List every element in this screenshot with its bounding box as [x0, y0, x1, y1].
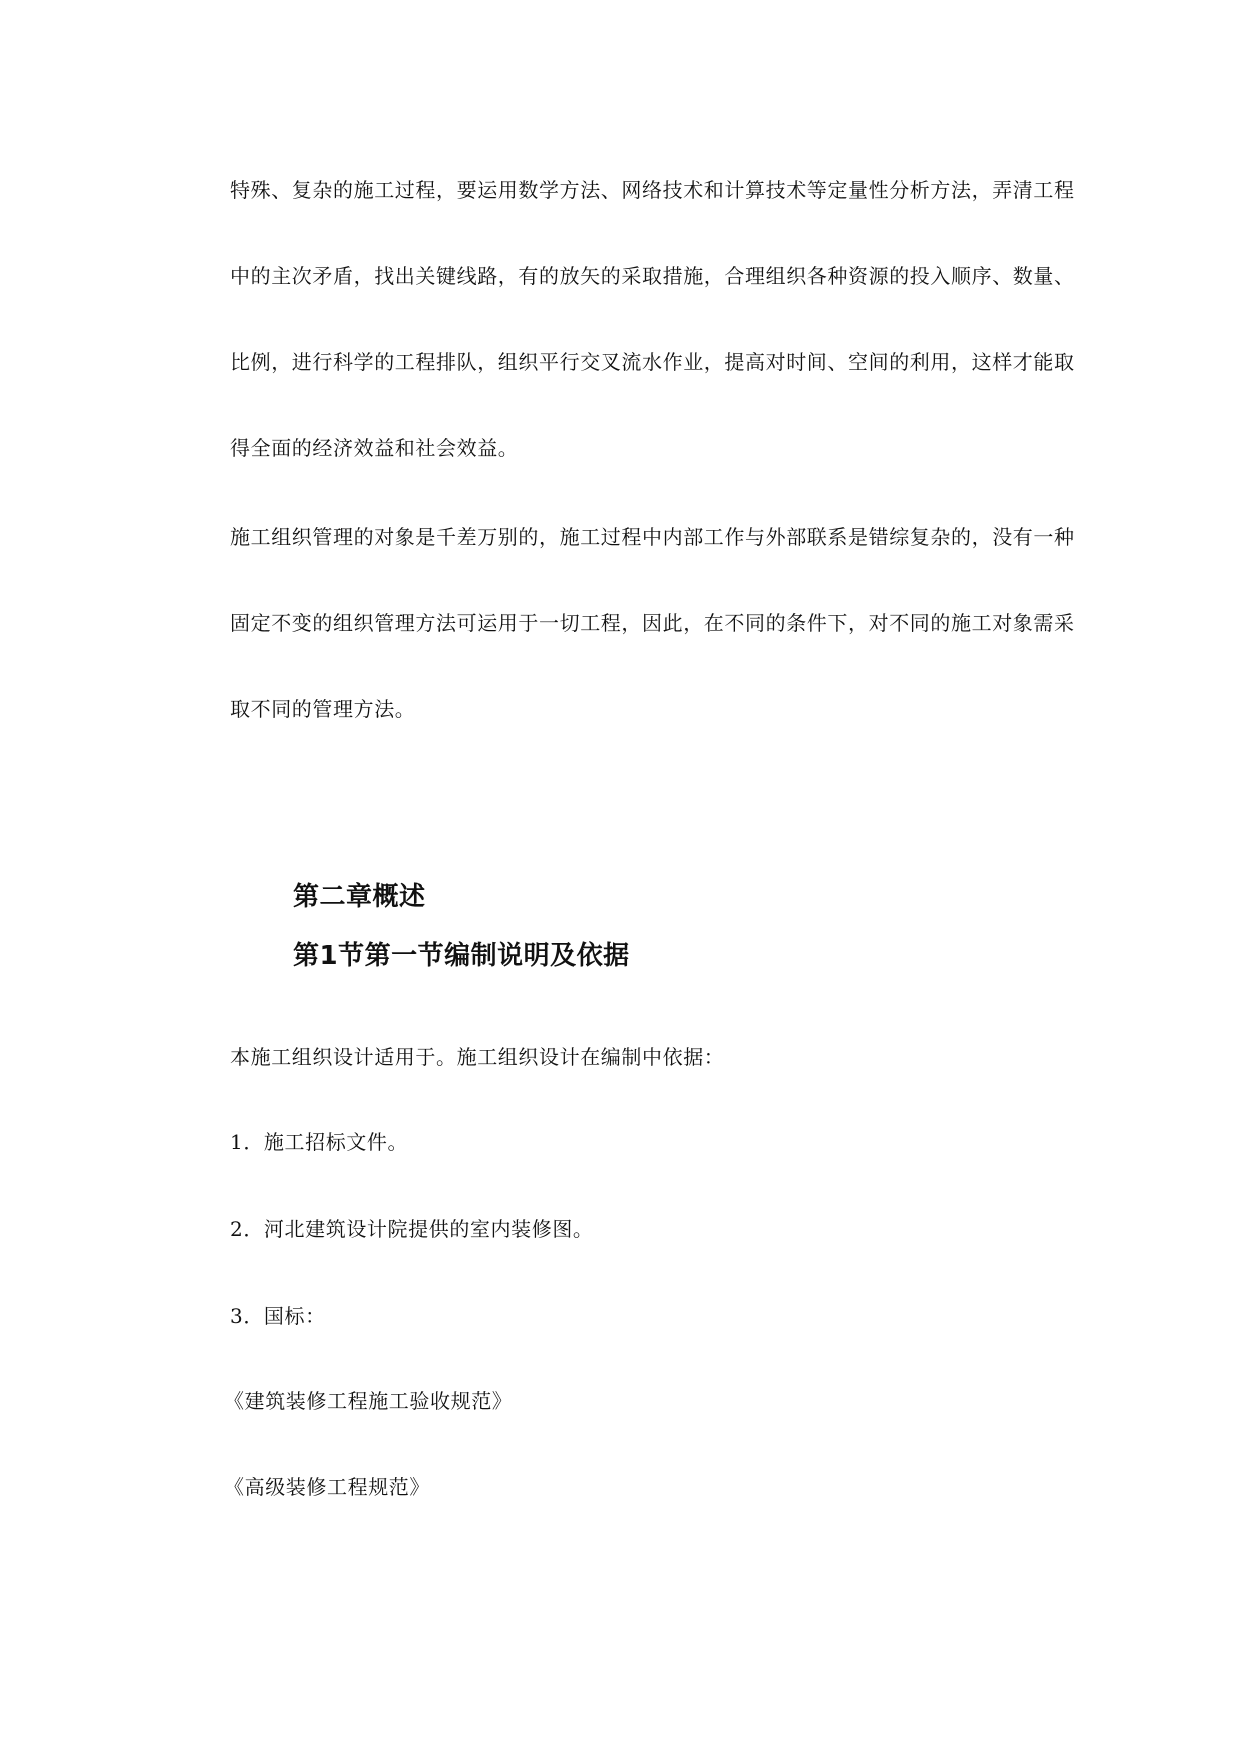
basis-item: 3．国标： — [230, 1304, 326, 1328]
paragraph-line: 中的主次矛盾，找出关键线路，有的放矢的采取措施，合理组织各种资源的投入顺序、数量、 — [230, 264, 1075, 288]
standard-item: 《建筑装修工程施工验收规范》 — [224, 1389, 513, 1413]
intro-text: 本施工组织设计适用于。施工组织设计在编制中依据： — [230, 1045, 725, 1069]
paragraph-line: 得全面的经济效益和社会效益。 — [230, 436, 519, 460]
section-heading: 第1节第一节编制说明及依据 — [293, 941, 630, 971]
basis-item: 1．施工招标文件。 — [230, 1130, 409, 1154]
paragraph-line: 取不同的管理方法。 — [230, 697, 416, 721]
paragraph-line: 特殊、复杂的施工过程，要运用数学方法、网络技术和计算技术等定量性分析方法，弄清工程 — [230, 178, 1075, 202]
paragraph-line: 比例，进行科学的工程排队，组织平行交叉流水作业，提高对时间、空间的利用，这样才能取 — [230, 350, 1075, 374]
paragraph-line: 固定不变的组织管理方法可运用于一切工程，因此，在不同的条件下，对不同的施工对象需采 — [230, 611, 1075, 635]
chapter-heading: 第二章概述 — [293, 882, 426, 912]
basis-item: 2．河北建筑设计院提供的室内装修图。 — [230, 1217, 594, 1241]
standard-item: 《高级装修工程规范》 — [224, 1475, 430, 1499]
paragraph-line: 施工组织管理的对象是千差万别的，施工过程中内部工作与外部联系是错综复杂的，没有一种 — [230, 525, 1075, 549]
